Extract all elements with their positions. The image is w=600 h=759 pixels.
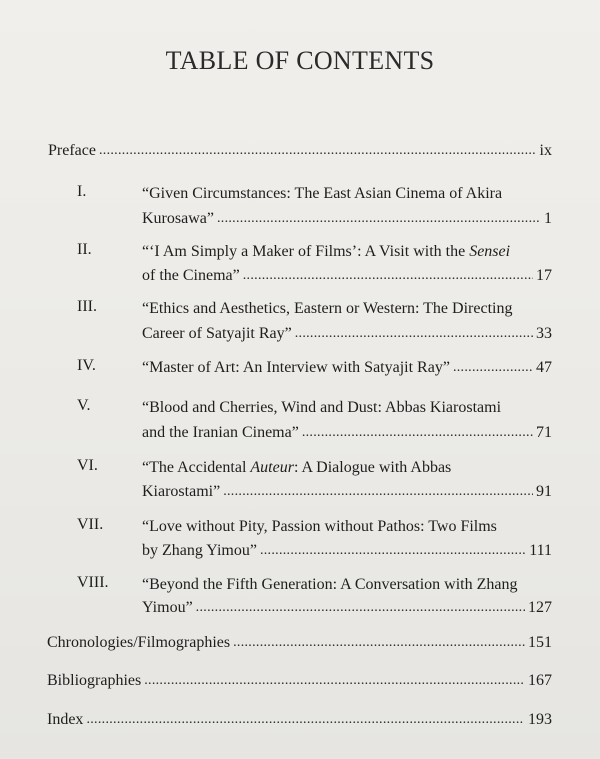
leader-dots: [233, 631, 525, 654]
leader-dots: [144, 669, 525, 692]
toc-preface: [48, 139, 552, 162]
toc-label: Index: [47, 711, 84, 728]
toc-label: Bibliographies: [47, 672, 142, 689]
toc-index: [47, 708, 552, 731]
chapter-number: VII.: [77, 516, 104, 533]
chapter-title-line: “Blood and Cherries, Wind and Dust: Abbas Kiarostami: [142, 399, 502, 416]
leader-dots: [453, 356, 533, 379]
toc-page: 151: [528, 634, 552, 651]
leader-dots: [196, 596, 525, 619]
toc-page: 33: [536, 325, 552, 342]
leader-dots: [302, 421, 533, 444]
chapter-title-line: Kiarostami”: [142, 483, 221, 500]
chapter-title-line: Yimou”: [142, 599, 193, 616]
chapter-title-line: “Love without Pity, Passion without Pathos: Two Films: [142, 518, 497, 535]
toc-page: 47: [536, 359, 552, 376]
toc-page: 111: [529, 542, 552, 559]
chapter-title-line: by Zhang Yimou”: [142, 542, 257, 559]
leader-dots: [260, 539, 526, 562]
page-title: TABLE OF CONTENTS: [165, 46, 435, 75]
leader-dots: [295, 322, 533, 345]
leader-dots: [243, 264, 533, 287]
chapter-title-line: “Ethics and Aesthetics, Eastern or Western: The Directing: [142, 300, 513, 317]
chapter-number: III.: [77, 298, 97, 315]
chapter-title-line: “‘I Am Simply a Maker of Films’: A Visit with the Sensei: [142, 243, 511, 260]
chapter-title-line: “Beyond the Fifth Generation: A Conversation with Zhang: [142, 576, 518, 593]
leader-dots: [86, 708, 525, 731]
leader-dots: [99, 139, 537, 162]
chapter-title-line: Career of Satyajit Ray”: [142, 325, 292, 342]
toc-label: Chronologies/Filmographies: [47, 634, 231, 651]
chapter-number: I.: [77, 183, 87, 200]
toc-page: 17: [536, 267, 552, 284]
chapter-number: II.: [77, 241, 92, 258]
chapter-number: IV.: [77, 357, 96, 374]
toc-page: 193: [528, 711, 552, 728]
chapter-title-line: Kurosawa”: [142, 210, 214, 227]
chapter-title-line: “Master of Art: An Interview with Satyajit Ray”: [142, 359, 450, 376]
toc-page: 1: [544, 210, 552, 227]
leader-dots: [217, 207, 541, 230]
chapter-number: V.: [77, 397, 91, 414]
toc-page: 167: [528, 672, 552, 689]
toc-label: Preface: [48, 142, 96, 159]
leader-dots: [223, 480, 533, 503]
chapter-number: VI.: [77, 457, 98, 474]
chapter-title-line: “The Accidental Auteur: A Dialogue with Abbas: [142, 459, 452, 476]
toc-page: 127: [528, 599, 552, 616]
toc-page: ix: [539, 142, 552, 159]
chapter-title-line: “Given Circumstances: The East Asian Cinema of Akira: [142, 185, 503, 202]
toc-chronologies: [47, 631, 552, 654]
chapter-title-line: of the Cinema”: [142, 267, 240, 284]
toc-bibliographies: [47, 669, 552, 692]
chapter-title-line: and the Iranian Cinema”: [142, 424, 299, 441]
toc-page: 91: [536, 483, 552, 500]
toc-page: 71: [536, 424, 552, 441]
chapter-number: VIII.: [77, 574, 109, 591]
